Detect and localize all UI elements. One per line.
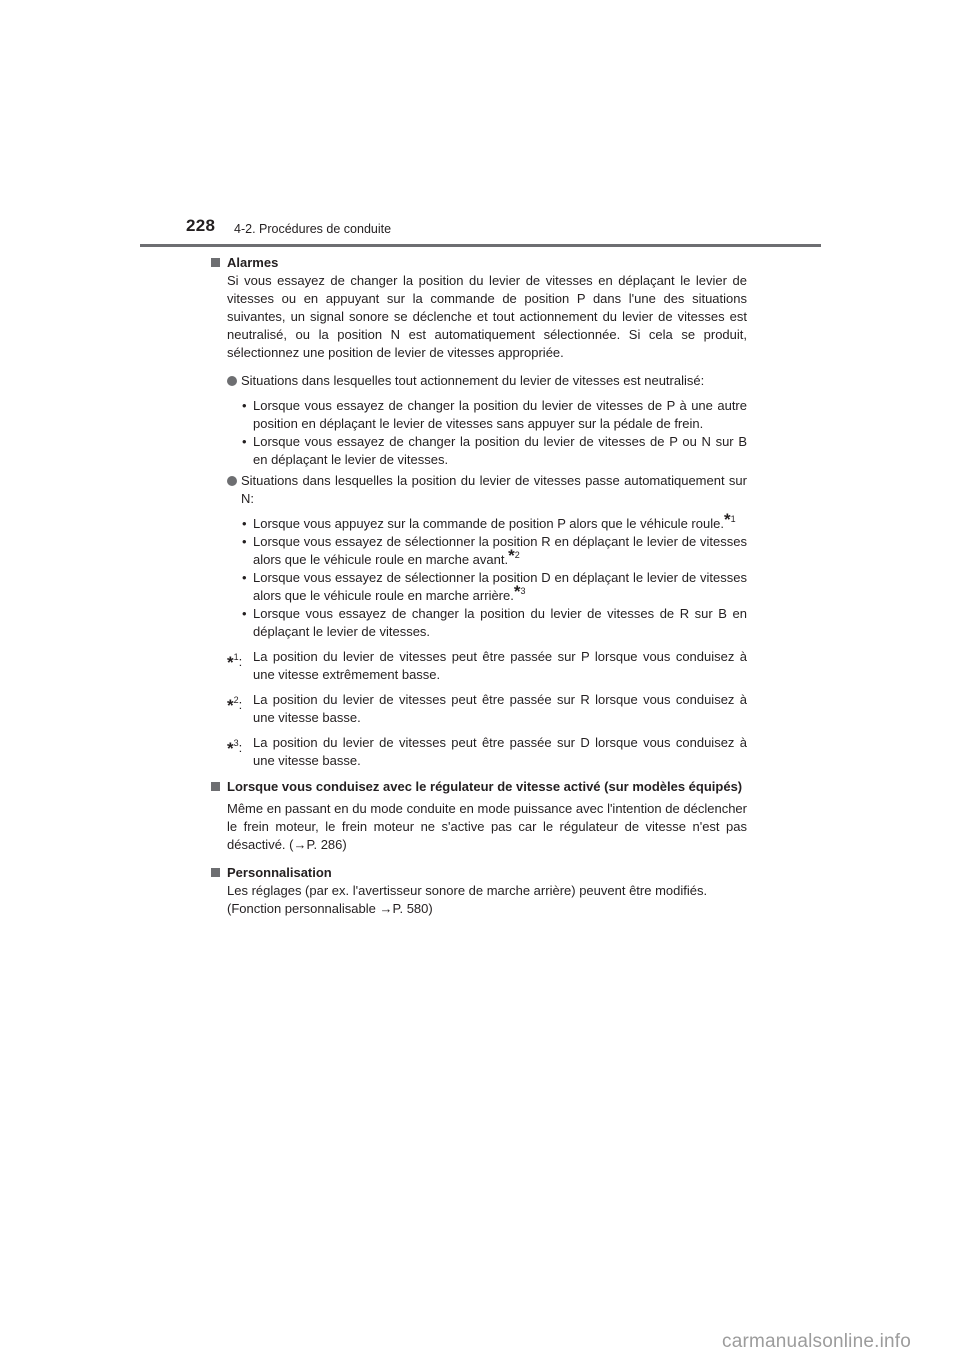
list-item-text: Lorsque vous essayez de changer la position du levier de vitesses de R sur B en déplaçant le levier de vitesses. [253, 606, 747, 639]
footnote-mark: *$^2$: [227, 695, 243, 715]
footnote [227, 734, 747, 770]
list-item [242, 569, 747, 605]
footnote-ref: *1 [723, 510, 736, 529]
list-item-text: Lorsque vous essayez de changer la position du levier de vitesses de P à une autre position en déplaçant le levier de vitesses sans appuyer sur la pédale de frein. [253, 398, 747, 431]
passage-n-group-heading [210, 472, 747, 508]
circle-bullet-icon [227, 376, 237, 386]
bullet-mark: • [242, 516, 247, 531]
list-item-text: Lorsque vous essayez de sélectionner la position D en déplaçant le levier de vitesses alors que le véhicule roule en marche arrière.$^{*3}$ [253, 570, 747, 603]
list-item-text: Lorsque vous appuyez sur la commande de position P alors que le véhicule roule.$^{*1}$ [253, 510, 736, 531]
personnalisation-heading [210, 864, 747, 882]
bullet-mark: • [242, 398, 247, 413]
bullet-mark: • [242, 434, 247, 449]
regulateur-text: Même en passant en du mode conduite en mode puissance avec l'intention de déclencher le frein moteur, le frein moteur ne s'active pas car le régulateur de vitesse n'est pas désactivé. (→P. 286) [227, 801, 747, 852]
square-bullet-icon [211, 782, 220, 791]
regulateur-title: Lorsque vous conduisez avec le régulateur de vitesse activé (sur modèles équipés) [227, 779, 743, 794]
passage-n-group-title: Situations dans lesquelles la position du levier de vitesses passe automatiquement sur N: [241, 473, 747, 506]
page-number: 228 [186, 216, 216, 235]
list-item [242, 605, 747, 641]
personnalisation-title: Personnalisation [227, 865, 332, 880]
footnote-text: La position du levier de vitesses peut être passée sur R lorsque vous conduisez à une vitesse basse. [253, 692, 747, 725]
alarmes-title: Alarmes [227, 255, 279, 270]
footnote-ref: *2 [508, 546, 520, 565]
bullet-mark: • [242, 534, 247, 549]
regulateur-heading [210, 778, 747, 796]
neutralise-group-heading [210, 372, 747, 390]
personnalisation-line-2: (Fonction personnalisable →P. 580) [227, 901, 433, 916]
square-bullet-icon [211, 258, 220, 267]
footnote-text: La position du levier de vitesses peut être passée sur D lorsque vous conduisez à une vitesse basse. [253, 735, 747, 768]
neutralise-list [242, 397, 747, 469]
list-item [242, 533, 747, 569]
footnote [227, 691, 747, 727]
square-bullet-icon [211, 868, 220, 877]
bullet-mark: • [242, 606, 247, 621]
alarmes-intro: Si vous essayez de changer la position du levier de vitesses en déplaçant le levier de vitesses ou en appuyant sur la commande de position P dans l'une des situations suivantes, un signal sonore se déclenche et tout actionnement du levier de vitesses est neutralisé, ou la position N est automatiquement sélectionnée. Si cela se produit, sélectionnez une position de levier de vitesses appropriée. [227, 273, 747, 360]
bullet-mark: • [242, 570, 247, 585]
personnalisation-line-1: Les réglages (par ex. l'avertisseur sonore de marche arrière) peuvent être modifiés. [227, 883, 708, 898]
alarmes-heading [210, 254, 747, 272]
footnote-text: La position du levier de vitesses peut être passée sur P lorsque vous conduisez à une vitesse extrêmement basse. [253, 649, 747, 682]
circle-bullet-icon [227, 476, 237, 486]
page-content [210, 254, 747, 918]
neutralise-group-title: Situations dans lesquelles tout actionnement du levier de vitesses est neutralisé: [241, 373, 705, 388]
list-item [242, 433, 747, 469]
passage-n-list [242, 510, 747, 641]
list-item [242, 397, 747, 433]
list-item-text: Lorsque vous essayez de changer la position du levier de vitesses de P ou N sur B en déplaçant le levier de vitesses. [253, 434, 747, 467]
footnote [227, 648, 747, 684]
header-divider [140, 244, 821, 247]
list-item-text: Lorsque vous essayez de sélectionner la position R en déplaçant le levier de vitesses alors que le véhicule roule en marche avant.$^{*2}$ [253, 534, 747, 567]
footnote-mark: *$^3$: [227, 738, 243, 758]
watermark: carmanualsonline.info [722, 1331, 912, 1352]
list-item [242, 510, 747, 533]
footnote-ref: *3 [513, 582, 526, 601]
footnote-mark: *$^1$: [227, 652, 243, 672]
section-title: 4-2. Procédures de conduite [234, 222, 392, 236]
